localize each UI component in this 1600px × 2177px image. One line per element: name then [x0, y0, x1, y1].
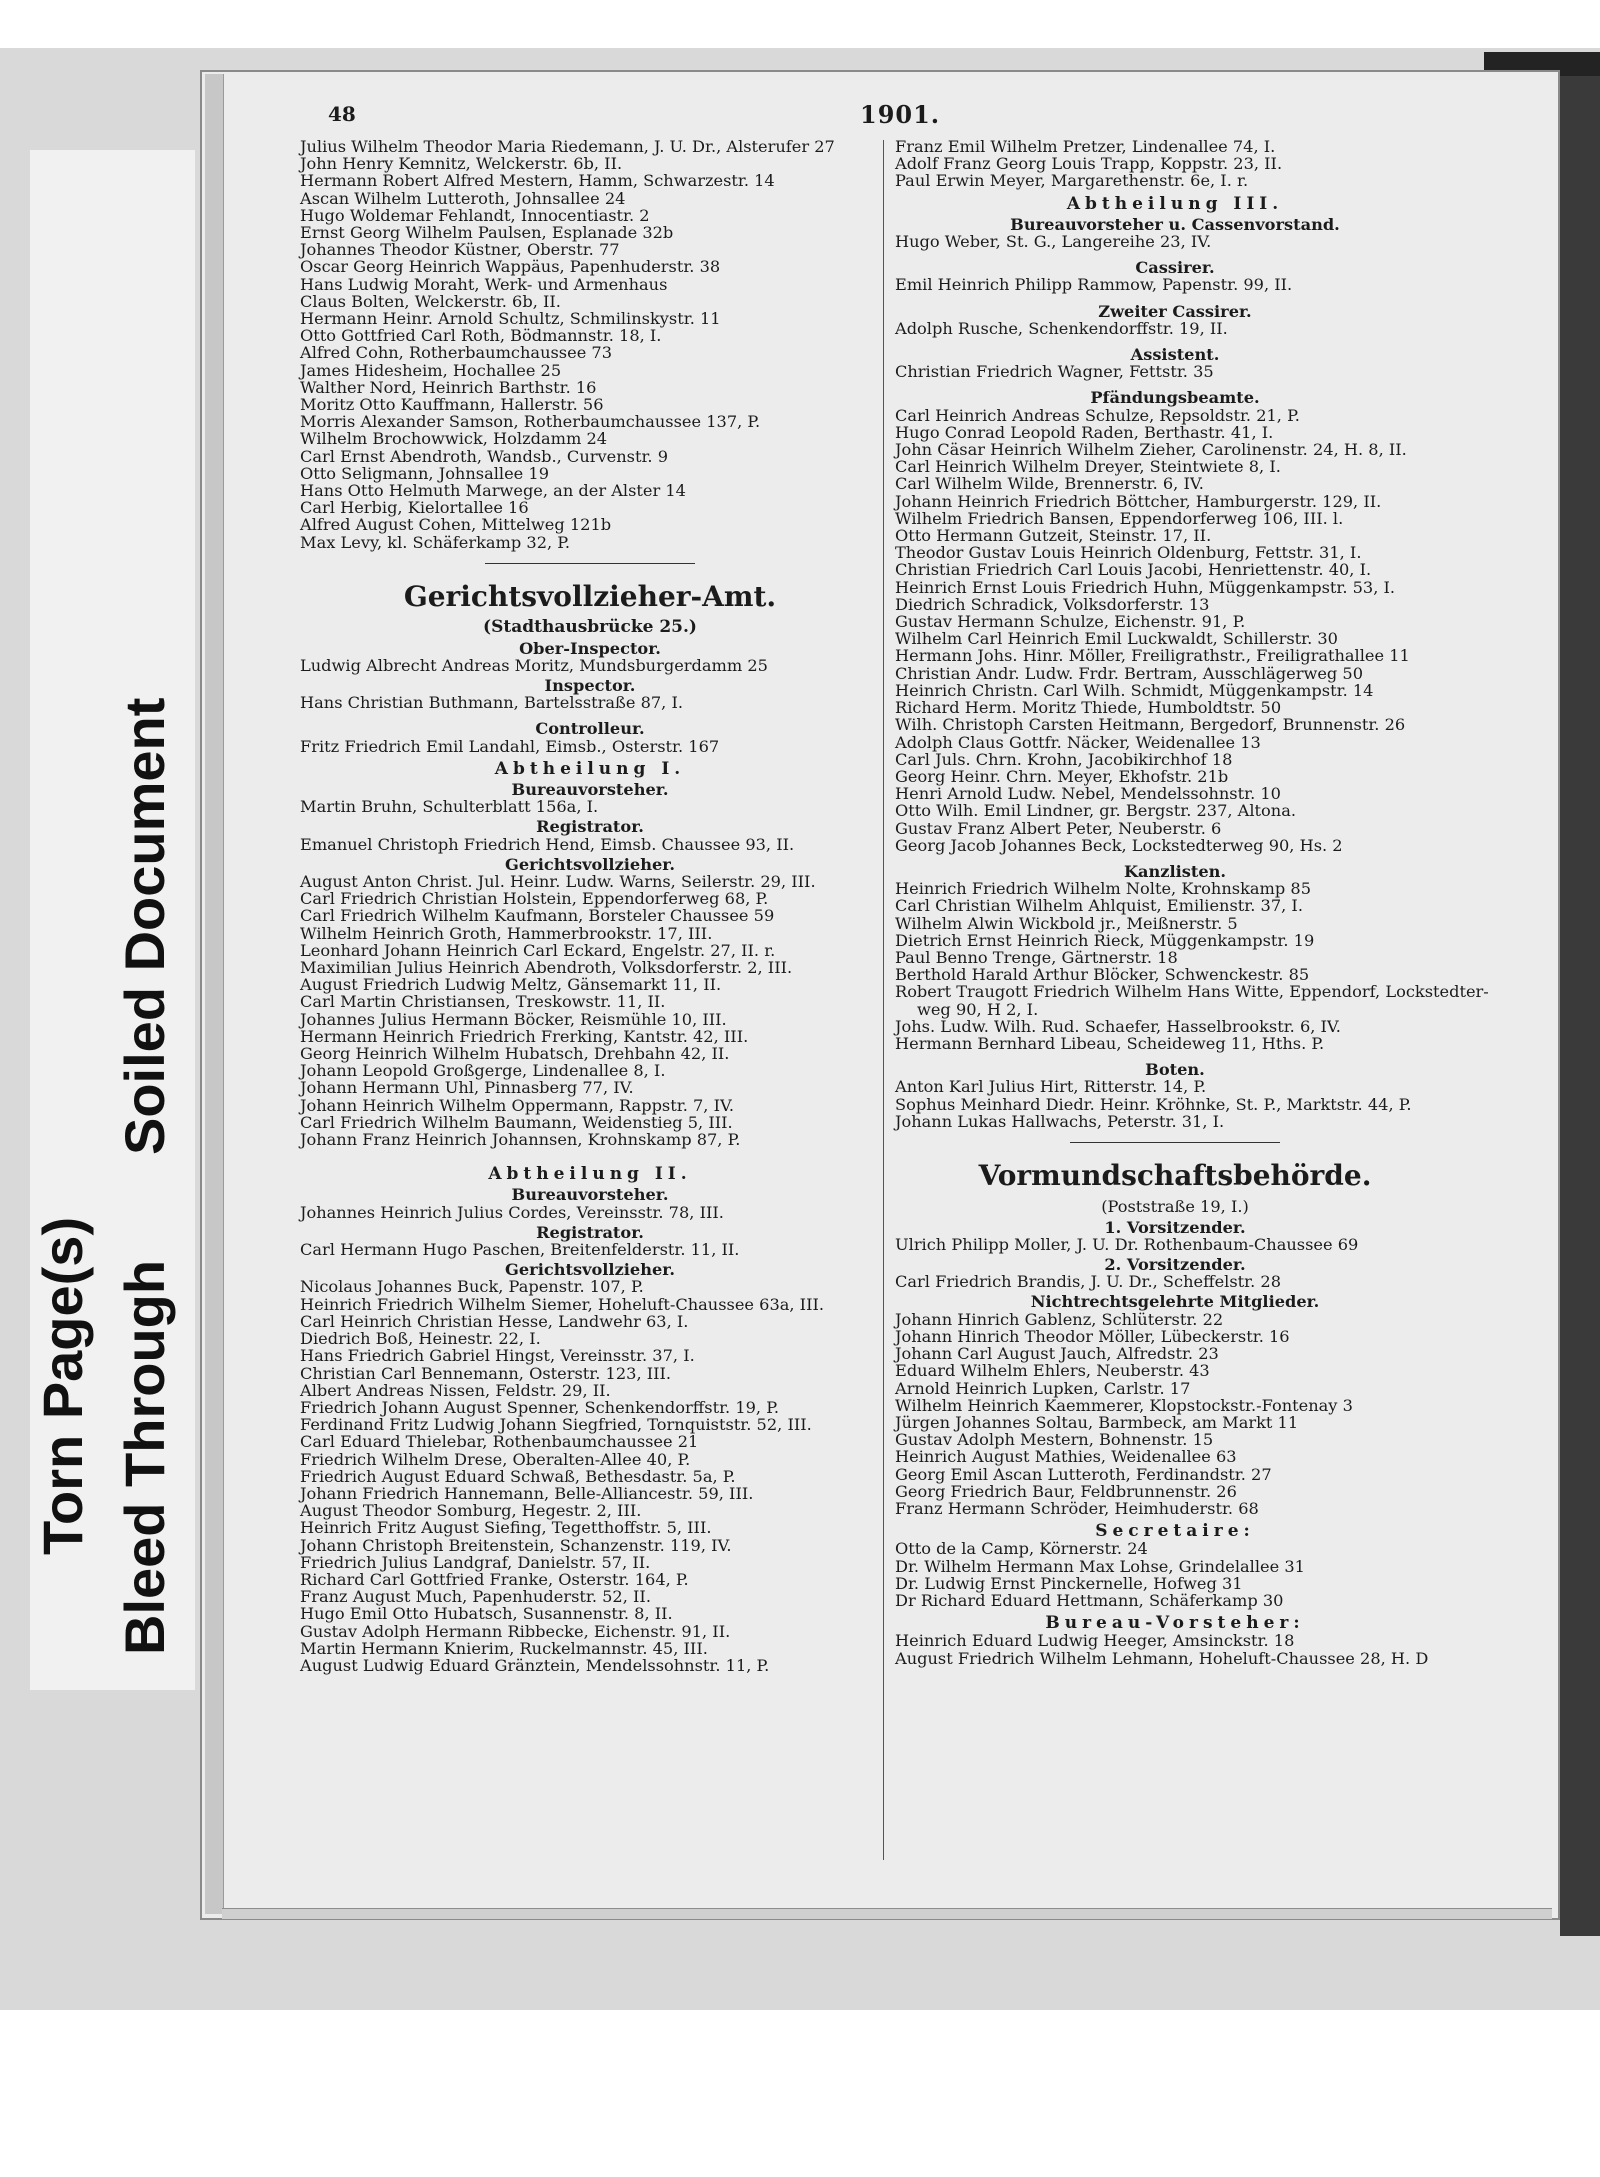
list-item: Friedrich August Eduard Schwaß, Bethesdastr. 5a, P. — [300, 1466, 736, 1486]
section-heading: Cassirer. — [1135, 258, 1215, 278]
spacer — [300, 711, 880, 717]
section-heading: Nichtrechtsgelehrte Mitglieder. — [1030, 1292, 1320, 1312]
list-item: Johann Heinrich Wilhelm Oppermann, Rappstr. 7, IV. — [300, 1095, 734, 1115]
list-item: Robert Traugott Friedrich Wilhelm Hans Witte, Eppendorf, Lockstedter- — [895, 982, 1489, 1002]
list-item: Emil Heinrich Philipp Rammow, Papenstr. 99, II. — [895, 275, 1293, 295]
list-item: Gustav Adolph Hermann Ribbecke, Eichenstr. 91, II. — [300, 1621, 731, 1641]
list-item: Johann Carl August Jauch, Alfredstr. 23 — [895, 1344, 1219, 1364]
list-item: Oscar Georg Heinrich Wappäus, Papenhuderstr. 38 — [300, 257, 721, 277]
list-item: Johann Lukas Hallwachs, Peterstr. 31, I. — [895, 1111, 1225, 1131]
list-item: Claus Bolten, Welckerstr. 6b, II. — [300, 291, 561, 311]
section-heading: Inspector. — [544, 675, 636, 695]
section-heading: Registrator. — [536, 1222, 644, 1242]
section-heading: Gerichtsvollzieher. — [505, 1260, 675, 1280]
list-item: Hans Christian Buthmann, Bartelsstraße 87, I. — [300, 693, 683, 713]
list-item: Moritz Otto Kauffmann, Hallerstr. 56 — [300, 395, 604, 415]
list-item: Hans Otto Helmuth Marwege, an der Alster 14 — [300, 481, 686, 501]
list-item: Martin Bruhn, Schulterblatt 156a, I. — [300, 797, 599, 817]
list-item: Georg Heinrich Wilhelm Hubatsch, Drehbahn 42, II. — [300, 1044, 730, 1064]
list-item: Dr Richard Eduard Hettmann, Schäferkamp 30 — [895, 1590, 1284, 1610]
list-item: Otto Wilh. Emil Lindner, gr. Bergstr. 237, Altona. — [895, 801, 1297, 821]
list-item: August Theodor Somburg, Hegestr. 2, III. — [300, 1501, 642, 1521]
page-number: 48 — [328, 102, 356, 126]
page-bottom-edge — [222, 1908, 1552, 1919]
list-item: Heinrich Christn. Carl Wilh. Schmidt, Müggenkampstr. 14 — [895, 680, 1374, 700]
list-item: Johann Heinrich Friedrich Böttcher, Hamburgerstr. 129, II. — [895, 491, 1382, 511]
list-item: Christian Friedrich Carl Louis Jacobi, Henriettenstr. 40, I. — [895, 560, 1372, 580]
list-item: Heinrich August Mathies, Weidenallee 63 — [895, 1447, 1237, 1467]
section-heading: Bureauvorsteher. — [511, 1185, 669, 1205]
list-item: Richard Carl Gottfried Franke, Osterstr. 164, P. — [300, 1569, 689, 1589]
list-item: Alfred Cohn, Rotherbaumchaussee 73 — [300, 343, 613, 363]
list-item: Ulrich Philipp Moller, J. U. Dr. Rothenbaum-Chaussee 69 — [895, 1234, 1359, 1254]
list-item: Georg Heinr. Chrn. Meyer, Ekhofstr. 21b — [895, 766, 1229, 786]
list-item: Hugo Weber, St. G., Langereihe 23, IV. — [895, 232, 1212, 252]
list-item: Maximilian Julius Heinrich Abendroth, Volksdorferstr. 2, III. — [300, 958, 793, 978]
list-item: Paul Benno Trenge, Gärtnerstr. 18 — [895, 947, 1178, 967]
section-heading: Zweiter Cassirer. — [1098, 301, 1252, 321]
list-item: Otto de la Camp, Körnerstr. 24 — [895, 1539, 1148, 1559]
list-item: Dr. Wilhelm Hermann Max Lohse, Grindelallee 31 — [895, 1556, 1305, 1576]
list-item: Carl Friedrich Brandis, J. U. Dr., Scheffelstr. 28 — [895, 1272, 1282, 1292]
section-heading: Pfändungsbeamte. — [1090, 388, 1260, 408]
spacer — [895, 337, 1455, 343]
spacer — [895, 380, 1455, 386]
list-item: Henri Arnold Ludw. Nebel, Mendelssohnstr. 10 — [895, 784, 1281, 804]
list-item: August Friedrich Wilhelm Lehmann, Hoheluft-Chaussee 28, H. D — [895, 1648, 1429, 1668]
list-item: Heinrich Ernst Louis Friedrich Huhn, Müggenkampstr. 53, I. — [895, 577, 1396, 597]
list-item: Johann Hinrich Gablenz, Schlüterstr. 22 — [895, 1309, 1224, 1329]
condition-stamp-text — [31, 135, 185, 1655]
list-item: Fritz Friedrich Emil Landahl, Eimsb., Osterstr. 167 — [300, 736, 720, 756]
list-item: Wilhelm Friedrich Bansen, Eppendorferweg 106, III. l. — [895, 508, 1344, 528]
list-item: Carl Heinrich Christian Hesse, Landwehr 63, I. — [300, 1311, 689, 1331]
list-item: Hermann Heinrich Friedrich Frerking, Kantstr. 42, III. — [300, 1026, 749, 1046]
list-item: Wilhelm Heinrich Groth, Hammerbrookstr. 17, III. — [300, 923, 713, 943]
list-item: Christian Andr. Ludw. Frdr. Bertram, Ausschlägerweg 50 — [895, 663, 1364, 683]
list-item: Carl Wilhelm Wilde, Brennerstr. 6, IV. — [895, 474, 1204, 494]
section-heading: Kanzlisten. — [1123, 861, 1227, 881]
list-item: Georg Friedrich Baur, Feldbrunnenstr. 26 — [895, 1481, 1237, 1501]
list-item: Carl Friedrich Wilhelm Kaufmann, Borsteler Chaussee 59 — [300, 906, 775, 926]
list-item: Friedrich Johann August Spenner, Schenkendorffstr. 19, P. — [300, 1397, 779, 1417]
stamp-torn: Torn Page(s) — [31, 1216, 94, 1555]
section-heading: Abtheilung I. — [494, 758, 686, 779]
section-heading: 1. Vorsitzender. — [1104, 1217, 1246, 1237]
list-item: Ernst Georg Wilhelm Paulsen, Esplanade 32b — [300, 223, 674, 243]
section-heading: Vormundschaftsbehörde. — [978, 1159, 1372, 1193]
section-rule — [1070, 1142, 1280, 1144]
spacer — [895, 250, 1455, 256]
list-item: Otto Seligmann, Johnsallee 19 — [300, 463, 550, 483]
spacer — [300, 1148, 880, 1160]
list-item: Johann Franz Heinrich Johannsen, Krohnskamp 87, P. — [300, 1130, 741, 1150]
list-item: Nicolaus Johannes Buck, Papenstr. 107, P. — [300, 1277, 644, 1297]
list-item: Alfred August Cohen, Mittelweg 121b — [300, 515, 612, 535]
list-item: Johann Christoph Breitenstein, Schanzenstr. 119, IV. — [300, 1535, 732, 1555]
list-item: James Hidesheim, Hochallee 25 — [300, 360, 562, 380]
list-item: Ferdinand Fritz Ludwig Johann Siegfried, Tornquiststr. 52, III. — [300, 1415, 812, 1435]
list-item: Johannes Theodor Küstner, Oberstr. 77 — [300, 240, 620, 260]
section-heading: Abtheilung III. — [1066, 193, 1284, 214]
section-heading: Gerichtsvollzieher. — [505, 854, 675, 874]
list-item: Gustav Hermann Schulze, Eichenstr. 91, P. — [895, 612, 1246, 632]
list-item: Johann Friedrich Hannemann, Belle-Alliancestr. 59, III. — [300, 1483, 754, 1503]
spacer — [895, 294, 1455, 300]
list-item: Otto Hermann Gutzeit, Steinstr. 17, II. — [895, 526, 1212, 546]
list-item: Carl Hermann Hugo Paschen, Breitenfelderstr. 11, II. — [300, 1240, 740, 1260]
list-item: Ascan Wilhelm Lutteroth, Johnsallee 24 — [300, 188, 626, 208]
list-item: Christian Friedrich Wagner, Fettstr. 35 — [895, 362, 1214, 382]
list-item: Franz Emil Wilhelm Pretzer, Lindenallee 74, I. — [895, 137, 1276, 156]
list-item: Richard Herm. Moritz Thiede, Humboldtstr. 50 — [895, 698, 1282, 718]
list-item: Heinrich Friedrich Wilhelm Siemer, Hoheluft-Chaussee 63a, III. — [300, 1294, 825, 1314]
list-item: Wilhelm Alwin Wickbold jr., Meißnerstr. 5 — [895, 913, 1238, 933]
list-item: Martin Hermann Knierim, Ruckelmannstr. 45, III. — [300, 1638, 708, 1658]
list-item: Carl Heinrich Wilhelm Dreyer, Steintwiete 8, I. — [895, 457, 1281, 477]
list-item: Hermann Heinr. Arnold Schultz, Schmilinskystr. 11 — [300, 309, 721, 329]
list-item: Friedrich Wilhelm Drese, Oberalten-Allee 40, P. — [300, 1449, 691, 1469]
left-column — [300, 138, 880, 1674]
list-item: Jürgen Johannes Soltau, Barmbeck, am Markt 11 — [895, 1412, 1299, 1432]
list-item: Hans Ludwig Moraht, Werk- und Armenhaus — [300, 274, 668, 294]
section-heading: Assistent. — [1130, 345, 1220, 365]
list-item: Albert Andreas Nissen, Feldstr. 29, II. — [300, 1380, 611, 1400]
list-item: Hermann Johs. Hinr. Möller, Freiligrathstr., Freiligrathallee 11 — [895, 646, 1410, 666]
list-item: Friedrich Julius Landgraf, Danielstr. 57, II. — [300, 1552, 651, 1572]
section-heading: Registrator. — [536, 817, 644, 837]
list-item: Diedrich Schradick, Volksdorferstr. 13 — [895, 594, 1210, 614]
list-item: Morris Alexander Samson, Rotherbaumchaussee 137, P. — [300, 412, 761, 432]
list-item: Gustav Adolph Mestern, Bohnenstr. 15 — [895, 1430, 1214, 1450]
list-item: Otto Gottfried Carl Roth, Bödmannstr. 18, I. — [300, 326, 662, 346]
list-item: Paul Erwin Meyer, Margarethenstr. 6e, I. r. — [895, 171, 1249, 191]
section-heading: Bureauvorsteher. — [511, 780, 669, 799]
list-item: Emanuel Christoph Friedrich Hend, Eimsb. Chaussee 93, II. — [300, 834, 795, 854]
section-rule — [485, 563, 695, 565]
list-item: Hugo Emil Otto Hubatsch, Susannenstr. 8, II. — [300, 1604, 673, 1624]
section-heading: Abtheilung II. — [488, 1164, 692, 1185]
section-heading: Gerichtsvollzieher-Amt. — [403, 580, 777, 614]
list-item: Carl Friedrich Wilhelm Baumann, Weidenstieg 5, III. — [300, 1112, 733, 1132]
section-heading: Boten. — [1145, 1060, 1205, 1080]
list-item: August Ludwig Eduard Gränztein, Mendelssohnstr. 11, P. — [300, 1655, 770, 1675]
list-item: Heinrich Friedrich Wilhelm Nolte, Krohnskamp 85 — [895, 879, 1311, 899]
section-heading: 2. Vorsitzender. — [1104, 1255, 1246, 1275]
stamp-soiled: Soiled Document — [113, 697, 176, 1155]
list-item: Johs. Ludw. Wilh. Rud. Schaefer, Hasselbrookstr. 6, IV. — [895, 1016, 1341, 1036]
list-item: Wilh. Christoph Carsten Heitmann, Bergedorf, Brunnenstr. 26 — [895, 715, 1406, 735]
list-item: Adolph Rusche, Schenkendorffstr. 19, II. — [895, 318, 1228, 338]
list-item: John Henry Kemnitz, Welckerstr. 6b, II. — [300, 154, 623, 174]
list-item: Julius Wilhelm Theodor Maria Riedemann, J. U. Dr., Alsterufer 27 — [300, 137, 835, 156]
section-heading: (Stadthausbrücke 25.) — [483, 617, 697, 638]
list-item: Hermann Bernhard Libeau, Scheideweg 11, Hths. P. — [895, 1033, 1325, 1053]
list-item: Sophus Meinhard Diedr. Heinr. Kröhnke, St. P., Marktstr. 44, P. — [895, 1094, 1412, 1114]
section-heading: Bureauvorsteher u. Cassenvorstand. — [1010, 214, 1340, 234]
section-heading: (Poststraße 19, I.) — [1101, 1197, 1249, 1217]
page-year: 1901. — [860, 100, 941, 129]
section-heading: Controlleur. — [535, 719, 645, 739]
list-item: Berthold Harald Arthur Blöcker, Schwenckestr. 85 — [895, 965, 1310, 985]
list-item: Carl Martin Christiansen, Treskowstr. 11, II. — [300, 992, 666, 1012]
list-item: Franz Hermann Schröder, Heimhuderstr. 68 — [895, 1498, 1259, 1518]
list-item: Ludwig Albrecht Andreas Moritz, Mundsburgerdamm 25 — [300, 655, 768, 675]
list-item: August Anton Christ. Jul. Heinr. Ludw. Warns, Seilerstr. 29, III. — [300, 872, 816, 892]
list-item: Heinrich Fritz August Siefing, Tegetthoffstr. 5, III. — [300, 1518, 712, 1538]
list-item: Carl Friedrich Christian Holstein, Eppendorferweg 68, P. — [300, 889, 769, 909]
stamp-bleed: Bleed Through — [113, 1259, 176, 1655]
list-item: Theodor Gustav Louis Heinrich Oldenburg, Fettstr. 31, I. — [895, 543, 1362, 563]
section-heading: Ober-Inspector. — [519, 638, 661, 658]
list-item: Carl Ernst Abendroth, Wandsb., Curvenstr. 9 — [300, 446, 668, 466]
list-item: Adolph Claus Gottfr. Näcker, Weidenallee 13 — [895, 732, 1261, 752]
list-item: Wilhelm Brochowwick, Holzdamm 24 — [300, 429, 608, 449]
list-item: Gustav Franz Albert Peter, Neuberstr. 6 — [895, 818, 1222, 838]
list-item: Johannes Heinrich Julius Cordes, Vereinsstr. 78, III. — [300, 1202, 724, 1222]
list-item: Hugo Woldemar Fehlandt, Innocentiastr. 2 — [300, 205, 650, 225]
list-item: weg 90, H 2, I. — [917, 999, 1039, 1019]
list-item: Carl Eduard Thielebar, Rothenbaumchaussee 21 — [300, 1432, 699, 1452]
list-item: Hans Friedrich Gabriel Hingst, Vereinsstr. 37, I. — [300, 1346, 695, 1366]
list-item: Heinrich Eduard Ludwig Heeger, Amsinckstr. 18 — [895, 1631, 1295, 1651]
right-column — [895, 137, 1489, 1668]
list-item: Carl Juls. Chrn. Krohn, Jacobikirchhof 18 — [895, 749, 1233, 769]
list-item: John Cäsar Heinrich Wilhelm Zieher, Carolinenstr. 24, H. 8, II. — [895, 440, 1407, 460]
list-item: Georg Jacob Johannes Beck, Lockstedterweg 90, Hs. 2 — [895, 835, 1343, 855]
list-item: Anton Karl Julius Hirt, Ritterstr. 14, P. — [895, 1077, 1207, 1097]
column-divider — [883, 140, 884, 1860]
list-item: Walther Nord, Heinrich Barthstr. 16 — [300, 377, 597, 397]
section-heading: Bureau-Vorsteher: — [1045, 1613, 1305, 1634]
section-heading: Secretaire: — [1095, 1521, 1255, 1542]
list-item: Adolf Franz Georg Louis Trapp, Koppstr. 23, II. — [895, 154, 1283, 174]
list-item: Johann Hermann Uhl, Pinnasberg 77, IV. — [300, 1078, 634, 1098]
list-item: Dietrich Ernst Heinrich Rieck, Müggenkampstr. 19 — [895, 930, 1315, 950]
list-item: Max Levy, kl. Schäferkamp 32, P. — [300, 532, 571, 552]
list-item: Franz August Much, Papenhuderstr. 52, II. — [300, 1587, 651, 1607]
scan-shadow — [1560, 76, 1600, 1936]
list-item: Hermann Robert Alfred Mestern, Hamm, Schwarzestr. 14 — [300, 171, 775, 191]
list-item: Dr. Ludwig Ernst Pinckernelle, Hofweg 31 — [895, 1573, 1243, 1593]
list-item: August Friedrich Ludwig Meltz, Gänsemarkt 11, II. — [300, 975, 722, 995]
list-item: Leonhard Johann Heinrich Carl Eckard, Engelstr. 27, II. r. — [300, 940, 776, 960]
list-item: Wilhelm Carl Heinrich Emil Luckwaldt, Schillerstr. 30 — [895, 629, 1338, 649]
list-item: Georg Emil Ascan Lutteroth, Ferdinandstr. 27 — [895, 1464, 1272, 1484]
list-item: Johannes Julius Hermann Böcker, Reismühle 10, III. — [300, 1009, 727, 1029]
list-item: Carl Heinrich Andreas Schulze, Repsoldstr. 21, P. — [895, 405, 1300, 425]
spacer — [895, 854, 1455, 860]
list-item: Hugo Conrad Leopold Raden, Berthastr. 41, I. — [895, 422, 1274, 442]
list-item: Arnold Heinrich Lupken, Carlstr. 17 — [895, 1378, 1191, 1398]
spacer — [895, 1052, 1455, 1058]
list-item: Johann Hinrich Theodor Möller, Lübeckerstr. 16 — [895, 1326, 1290, 1346]
list-item: Carl Herbig, Kielortallee 16 — [300, 498, 529, 518]
list-item: Wilhelm Heinrich Kaemmerer, Klopstockstr.-Fontenay 3 — [895, 1395, 1353, 1415]
list-item: Johann Leopold Großgerge, Lindenallee 8, I. — [300, 1061, 666, 1081]
list-item: Christian Carl Bennemann, Osterstr. 123, III. — [300, 1363, 672, 1383]
page-gutter — [205, 74, 224, 1914]
list-item: Eduard Wilhelm Ehlers, Neuberstr. 43 — [895, 1361, 1210, 1381]
list-item: Carl Christian Wilhelm Ahlquist, Emilienstr. 37, I. — [895, 896, 1303, 916]
list-item: Diedrich Boß, Heinestr. 22, I. — [300, 1329, 541, 1349]
